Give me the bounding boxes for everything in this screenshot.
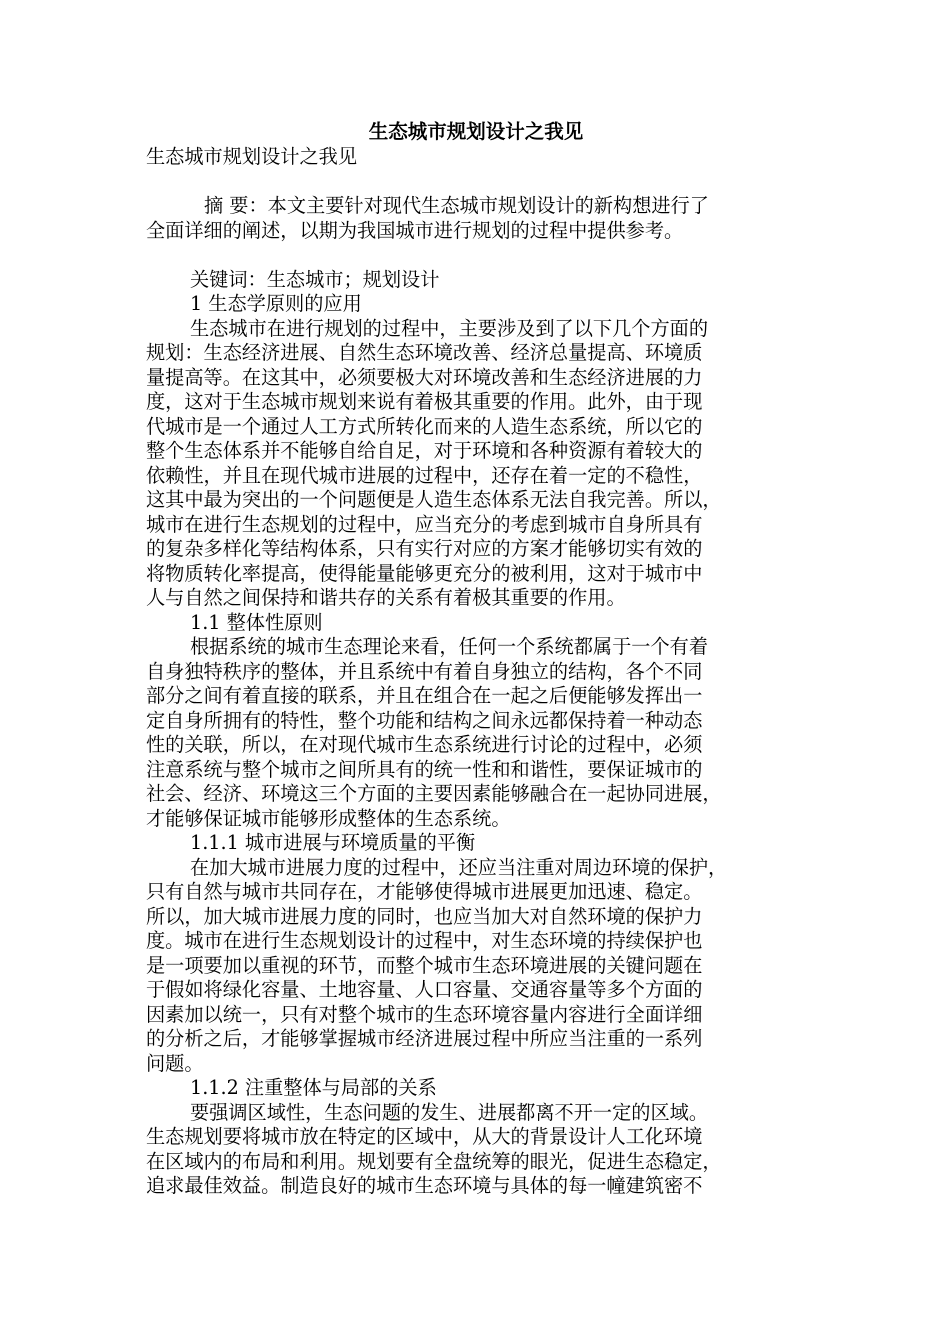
paragraph-line: 要强调区域性，生态问题的发生、进展都离不开一定的区域。: [190, 1100, 709, 1124]
paragraph-line: 注意系统与整个城市之间所具有的统一性和和谐性，要保证城市的: [146, 757, 703, 781]
paragraph-line: 生态规划要将城市放在特定的区域中，从大的背景设计人工化环境: [146, 1125, 703, 1148]
paragraph-line: 在加大城市进展力度的过程中，还应当注重对周边环境的保护，: [190, 855, 728, 879]
section-heading: 1.1.2 注重整体与局部的关系: [190, 1076, 437, 1099]
paragraph-line: 整个生态体系并不能够自给自足，对于环境和各种资源有着较大的: [146, 439, 703, 462]
section-heading: 1.1 整体性原则: [190, 610, 323, 634]
paragraph-line: 问题。: [146, 1051, 204, 1075]
document-page: [146, 119, 806, 1199]
abstract-line: 摘 要：本文主要针对现代生态城市规划设计的新构想进行了: [204, 194, 709, 217]
paragraph-line: 代城市是一个通过人工方式所转化而来的人造生态系统，所以它的: [146, 414, 703, 438]
paragraph-line: 根据系统的城市生态理论来看，任何一个系统都属于一个有着: [190, 635, 709, 658]
paragraph-line: 生态城市在进行规划的过程中，主要涉及到了以下几个方面的: [190, 316, 709, 340]
paragraph-line: 只有自然与城市共同存在，才能够使得城市进展更加迅速、稳定。: [146, 880, 703, 903]
paragraph-line: 城市在进行生态规划的过程中，应当充分的考虑到城市自身所具有: [146, 512, 703, 536]
document-subtitle: 生态城市规划设计之我见: [146, 145, 358, 168]
paragraph-line: 人与自然之间保持和谐共存的关系有着极其重要的作用。: [146, 586, 626, 609]
paragraph-line: 社会、经济、环境这三个方面的主要因素能够融合在一起协同进展，: [146, 782, 722, 805]
paragraph-line: 依赖性，并且在现代城市进展的过程中，还存在着一定的不稳性，: [146, 463, 703, 487]
paragraph-line: 度，这对于生态城市规划来说有着极其重要的作用。此外，由于现: [146, 390, 703, 413]
paragraph-line: 是一项要加以重视的环节，而整个城市生态环境进展的关键问题在: [146, 953, 703, 977]
keywords: 关键词：生态城市；规划设计: [190, 267, 440, 291]
paragraph-line: 因素加以统一，只有对整个城市的生态环境容量内容进行全面详细: [146, 1002, 703, 1026]
paragraph-line: 于假如将绿化容量、土地容量、人口容量、交通容量等多个方面的: [146, 978, 703, 1001]
paragraph-line: 这其中最为突出的一个问题便是人造生态体系无法自我完善。所以，: [146, 488, 722, 511]
section-heading: 1.1.1 城市进展与环境质量的平衡: [190, 831, 476, 854]
paragraph-line: 性的关联，所以，在对现代城市生态系统进行讨论的过程中，必须: [146, 733, 703, 756]
paragraph-line: 量提高等。在这其中，必须要极大对环境改善和生态经济进展的力: [146, 365, 703, 389]
abstract-line: 全面详细的阐述，以期为我国城市进行规划的过程中提供参考。: [146, 218, 684, 242]
paragraph-line: 将物质转化率提高，使得能量能够更充分的被利用，这对于城市中: [146, 561, 703, 585]
paragraph-line: 才能够保证城市能够形成整体的生态系统。: [146, 806, 511, 830]
paragraph-line: 追求最佳效益。制造良好的城市生态环境与具体的每一幢建筑密不: [146, 1174, 703, 1197]
paragraph-line: 定自身所拥有的特性，整个功能和结构之间永远都保持着一种动态: [146, 708, 703, 732]
paragraph-line: 部分之间有着直接的联系，并且在组合在一起之后便能够发挥出一: [146, 684, 703, 707]
paragraph-line: 的分析之后，才能够掌握城市经济进展过程中所应当注重的一系列: [146, 1027, 703, 1050]
spacer: [146, 243, 806, 268]
paragraph-line: 度。城市在进行生态规划设计的过程中，对生态环境的持续保护也: [146, 929, 703, 952]
spacer: [146, 170, 806, 195]
document-title: 生态城市规划设计之我见: [368, 120, 584, 143]
paragraph-line: 自身独特秩序的整体，并且系统中有着自身独立的结构，各个不同: [146, 659, 703, 683]
paragraph-line: 在区域内的布局和利用。规划要有全盘统筹的眼光，促进生态稳定，: [146, 1149, 722, 1173]
paragraph-line: 的复杂多样化等结构体系，只有实行对应的方案才能够切实有效的: [146, 537, 703, 560]
paragraph-line: 规划：生态经济进展、自然生态环境改善、经济总量提高、环境质: [146, 341, 703, 364]
paragraph-line: 所以，加大城市进展力度的同时，也应当加大对自然环境的保护力: [146, 904, 703, 928]
section-heading: 1 生态学原则的应用: [190, 292, 362, 315]
